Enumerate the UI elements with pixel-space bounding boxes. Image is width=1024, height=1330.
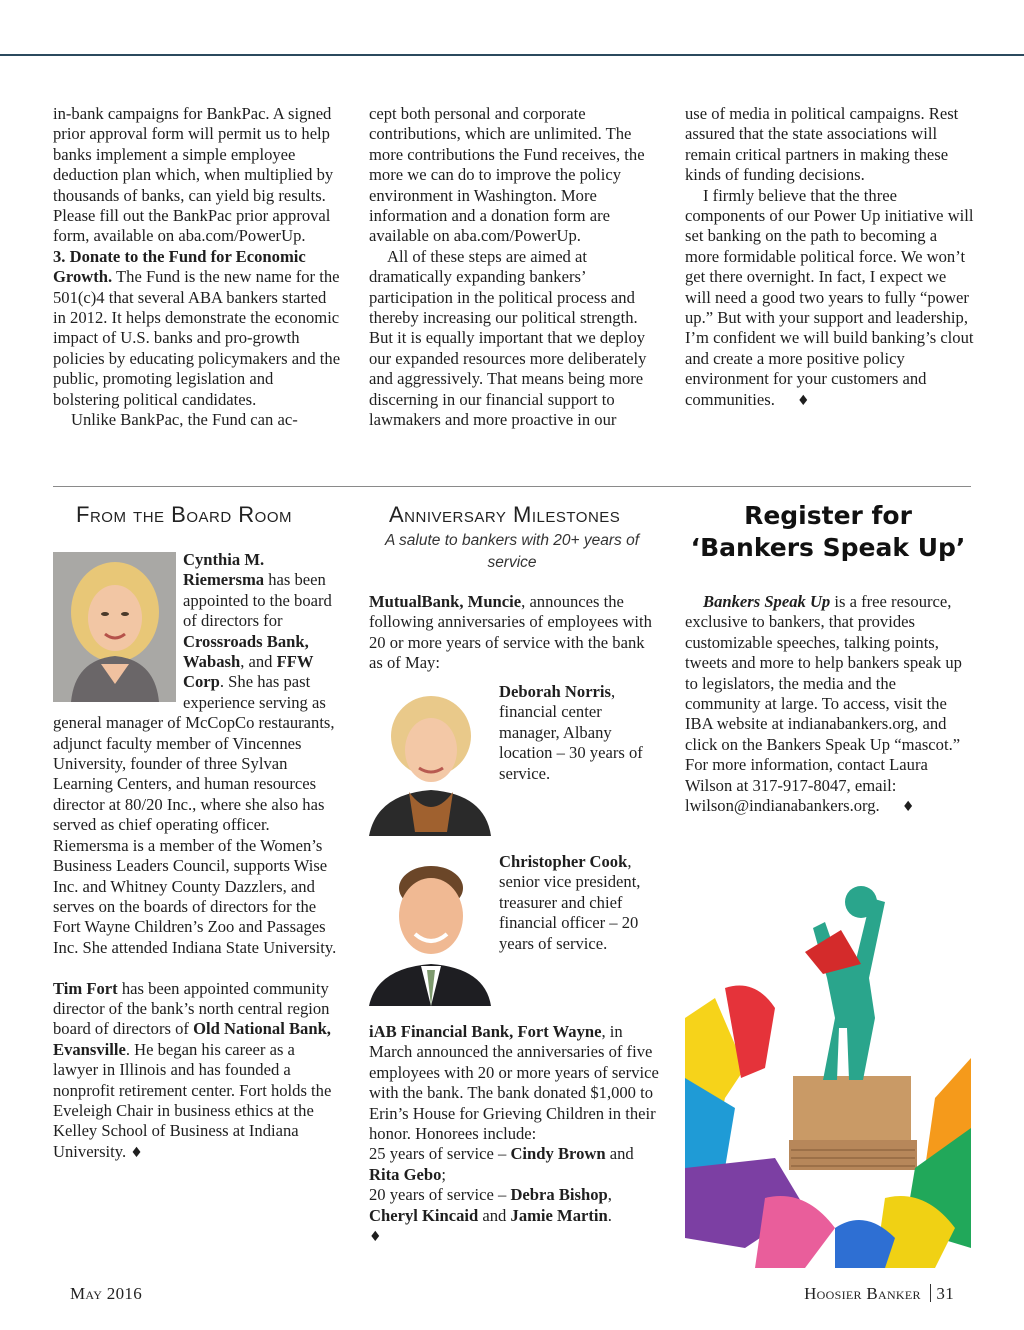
text-span: has been appointed community director of the bank’s north central region board of directors of	[53, 978, 330, 1039]
text-span: , senior vice president, treasurer and chief financial officer – 20 years of service.	[499, 852, 641, 953]
milestones-title: Anniversary Milestones	[389, 502, 621, 527]
article-paragraph: use of media in political campaigns. Rest assured that the state associations will remain critical partners in making these kinds of funding decisions.	[685, 104, 959, 185]
end-mark-icon: ♦	[369, 1229, 382, 1246]
article-paragraph: cept both personal and corporate contributions, which are unlimited. The more contributions the Fund receives, the more we can do to improve the policy environment in Washington. More information and a donation form are available on aba.com/PowerUp.	[369, 104, 645, 246]
portrait-icon	[369, 852, 491, 1006]
promo-body	[685, 592, 971, 817]
clay-figures-illustration	[685, 868, 971, 1268]
text-span: is a free resource, exclusive to bankers, that provides customizable speeches, talking points, tweets and more to help bankers speak up to legislators, the media and the community at large. To access, visit the IBA website at indianabankers.org, and click on the Bankers Speak Up “mascot.” For more information, contact Laura Wilson at 317-917-8047, email: lwilson@indianabankers.org.	[685, 592, 962, 816]
text-span: . He began his career as a lawyer in Illinois and has founded a nonprofit retirement center. Fort holds the Eveleigh Chair in business ethics at the Kelley School of Business at Indiana University.	[53, 1039, 332, 1161]
photo-deborah-norris	[369, 682, 491, 836]
article-paragraph: in-bank campaigns for BankPac. A signed prior approval form will permit us to help banks implement a simple employee deduction plan which, when multiplied by thousands of banks, can yield big results. Please fill out the BankPac prior approval form, available on aba.com/PowerUp.	[53, 104, 334, 246]
article-column-1	[53, 104, 343, 431]
milestones-iab	[369, 1022, 661, 1247]
milestones-intro	[369, 592, 661, 674]
article-paragraph	[53, 247, 343, 410]
publication-name: Hoosier Banker	[804, 1284, 921, 1303]
person-name: Christopher Cook	[499, 852, 628, 871]
milestone-person-2	[499, 852, 661, 954]
bank-name: FFW Corp	[183, 652, 314, 692]
page-number: 31	[936, 1284, 954, 1303]
text-span: has been appointed to the board of directors for	[183, 570, 332, 631]
end-mark-icon: ♦	[130, 1144, 143, 1161]
text-span: , announces the following anniversaries of employees with 20 or more years of service with the bank as of May:	[369, 592, 652, 673]
footer-publication	[804, 1284, 954, 1304]
portrait-icon	[369, 682, 491, 836]
numbered-heading: 3. Donate to the Fund for Economic Growth.	[53, 246, 306, 287]
promo-lead: Bankers Speak Up	[703, 592, 831, 611]
text-span: The Fund is the new name for the 501(c)4 that several ABA bankers started in 2012. It helps demonstrate the economic impact of U.S. banks and pro-growth policies by educating policymakers and the public, promoting legislation and bolstering political candidates.	[53, 267, 341, 409]
person-name: Deborah Norris	[499, 682, 611, 701]
milestone-person-1	[499, 682, 661, 784]
footer-separator	[930, 1284, 931, 1302]
text-span: , and	[240, 652, 277, 672]
person-name: Tim Fort	[53, 978, 118, 998]
board-room-text	[53, 550, 343, 1163]
bank-name: iAB Financial Bank, Fort Wayne	[369, 1022, 602, 1041]
article-column-2	[369, 104, 661, 431]
clay-figures-icon	[685, 868, 971, 1268]
person-name: Cynthia M. Riemersma	[183, 550, 265, 590]
article-paragraph	[685, 186, 975, 411]
promo-title-line: ‘Bankers Speak Up’	[690, 533, 966, 562]
article-paragraph: Unlike BankPac, the Fund can ac-	[71, 410, 298, 430]
top-rule	[0, 54, 1024, 56]
bank-name: MutualBank, Muncie	[369, 592, 522, 611]
text-span: , in March announced the anniversaries of five employees with 20 or more years of service with the bank. The bank donated $1,000 to Erin’s House for Grieving Children in their honor. Honorees include:	[369, 1022, 659, 1144]
article-column-3	[685, 104, 975, 411]
end-mark-icon: ♦	[901, 799, 915, 816]
footer-date: May 2016	[70, 1284, 142, 1303]
board-room-title: From the Board Room	[76, 502, 292, 527]
bank-name: Old National Bank, Evansville	[53, 1019, 331, 1059]
section-divider	[53, 486, 971, 487]
honorees-line-2: 20 years of service – Debra Bishop, Cheryl Kincaid and Jamie Martin.	[369, 1185, 612, 1225]
photo-float-spacer	[53, 550, 183, 702]
bank-name: Crossroads Bank, Wabash	[183, 631, 309, 672]
text-span: I firmly believe that the three components of our Power Up initiative will set banking on the path to becoming a more formidable political force. We won’t get there overnight. In fact, I expect we will need a good two years to fully “power up.” But with your support and leadership, I’m confident we will build banking’s clout and create a more positive policy environment for your customers and communities.	[685, 185, 974, 409]
article-paragraph: All of these steps are aimed at dramatically expanding bankers’ participation in the political process and thereby increasing our political strength. But it is equally important that we deploy our expanded resources more deliberately and aggressively. That means being more discerning in our financial support to lawmakers and more proactive in our	[369, 246, 647, 430]
promo-title-line: Register for	[744, 501, 912, 530]
photo-christopher-cook	[369, 852, 491, 1006]
honorees-line-1: 25 years of service – Cindy Brown and Rita Gebo;	[369, 1144, 634, 1184]
promo-title	[685, 500, 971, 564]
text-span: , financial center manager, Albany location – 30 years of service.	[499, 682, 643, 783]
milestones-subtitle: A salute to bankers with 20+ years of service	[384, 532, 640, 571]
text-span: . She has past experience serving as general manager of McCopCo restaurants, adjunct faculty member of Vincennes University, founder of three Sylvan Learning Centers, and human resources director at 80/20 Inc., where she also has served as chief operating officer. Riemersma is a member of the Women’s Business Leaders Council, supports Wise Inc. and Whitney County Dazzlers, and serves on the boards of directors for the Fort Wayne Children’s Zoo and Passages Inc. She attended Indiana State University.	[53, 672, 337, 957]
end-mark-icon: ♦	[797, 392, 810, 409]
